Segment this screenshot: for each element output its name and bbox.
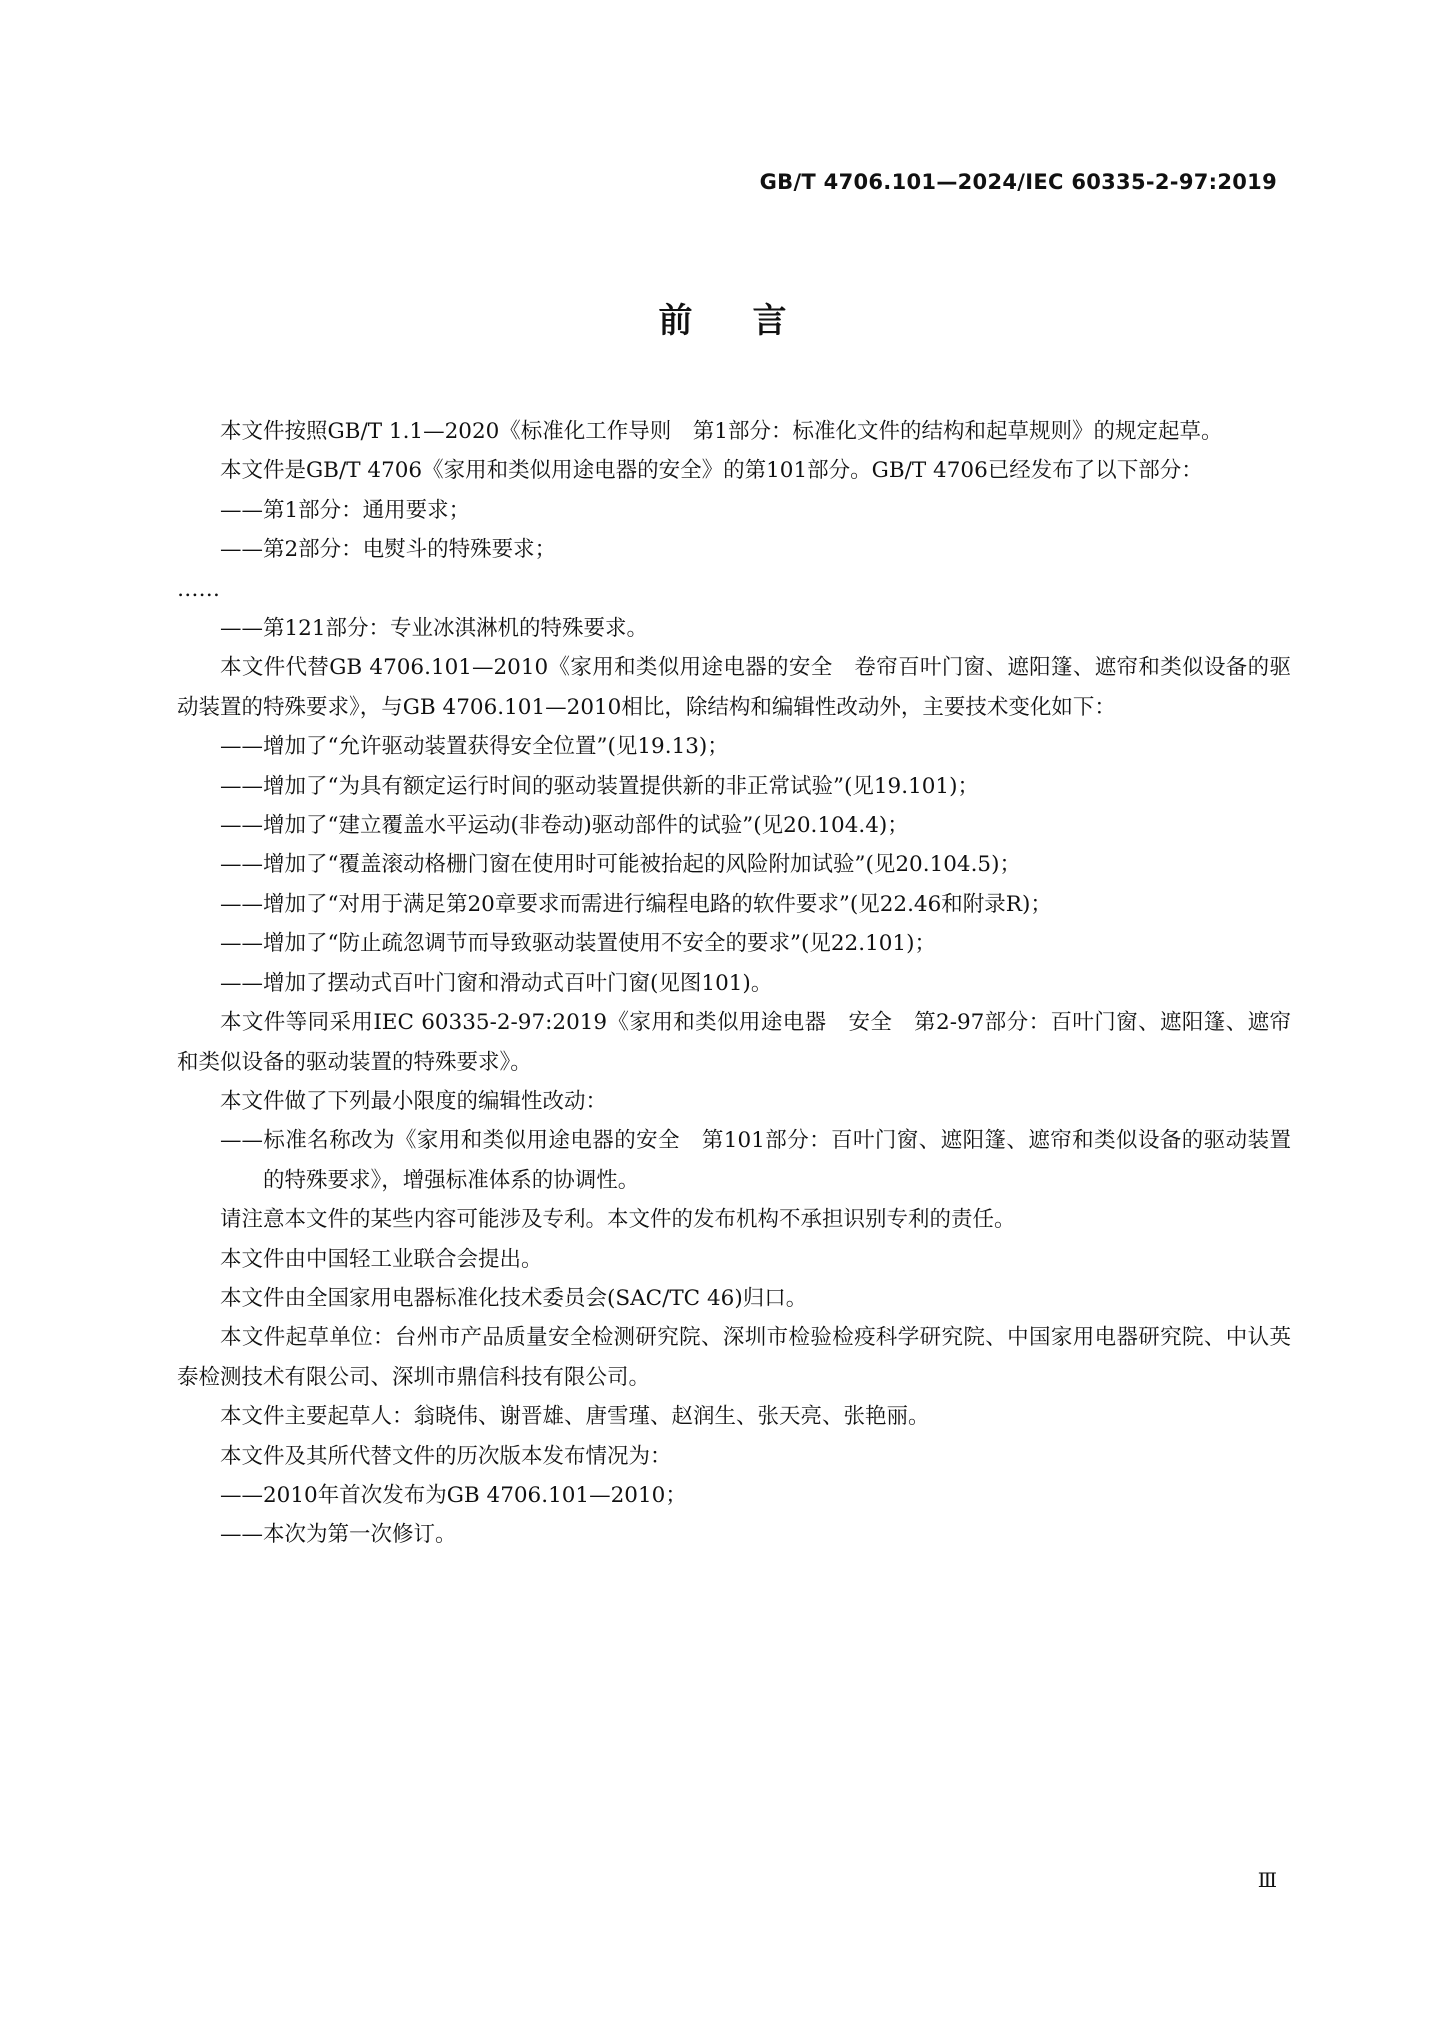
list-item: ——增加了“防止疏忽调节而导致驱动装置使用不安全的要求”(见22.101)；	[220, 931, 936, 957]
list-item: ——增加了摆动式百叶门窗和滑动式百叶门窗(见图101)。	[220, 970, 773, 996]
list-item: ——2010年首次发布为GB 4706.101—2010；	[220, 1482, 687, 1508]
paragraph: 本文件等同采用IEC 60335-2-97:2019《家用和类似用途电器 安全 第2-97部分：百叶门窗、遮阳篷、遮帘和类似设备的驱动装置的特殊要求》。	[177, 1010, 1291, 1075]
list-item: ——第2部分：电熨斗的特殊要求；	[220, 537, 557, 563]
paragraph: 本文件做了下列最小限度的编辑性改动：	[220, 1088, 608, 1114]
paragraph: 本文件起草单位：台州市产品质量安全检测研究院、深圳市检验检疫科学研究院、中国家用电器研究院、中认英泰检测技术有限公司、深圳市鼎信科技有限公司。	[177, 1325, 1291, 1390]
paragraph: 本文件由中国轻工业联合会提出。	[220, 1246, 543, 1272]
list-item: ——标准名称改为《家用和类似用途电器的安全 第101部分：百叶门窗、遮阳篷、遮帘和类似设备的驱动装置的特殊要求》，增强标准体系的协调性。	[220, 1128, 1291, 1193]
paragraph: 本文件主要起草人：翁晓伟、谢晋雄、唐雪瑾、赵润生、张天亮、张艳丽。	[220, 1404, 930, 1430]
paragraph: 本文件及其所代替文件的历次版本发布情况为：	[220, 1443, 672, 1469]
document-body	[177, 412, 1291, 1555]
list-item: ——增加了“允许驱动装置获得安全位置”(见19.13)；	[220, 734, 729, 760]
paragraph: 请注意本文件的某些内容可能涉及专利。本文件的发布机构不承担识别专利的责任。	[220, 1207, 1016, 1233]
list-item: ——第121部分：专业冰淇淋机的特殊要求。	[220, 616, 649, 642]
paragraph: 本文件代替GB 4706.101—2010《家用和类似用途电器的安全 卷帘百叶门窗、遮阳篷、遮帘和类似设备的驱动装置的特殊要求》，与GB 4706.101—2010相比，除结构和编辑性改动外，主要技术变化如下：	[177, 655, 1291, 720]
list-item: ——增加了“建立覆盖水平运动(非卷动)驱动部件的试验”(见20.104.4)；	[220, 813, 909, 839]
ellipsis: ……	[177, 576, 220, 602]
list-item: ——第1部分：通用要求；	[220, 497, 471, 523]
paragraph: 本文件按照GB/T 1.1—2020《标准化工作导则 第1部分：标准化文件的结构和起草规则》的规定起草。	[220, 419, 1223, 444]
page-title: 前言	[658, 301, 847, 341]
list-item: ——增加了“覆盖滚动格栅门窗在使用时可能被抬起的风险附加试验”(见20.104.5)；	[220, 852, 1022, 878]
list-item: ——增加了“对用于满足第20章要求而需进行编程电路的软件要求”(见22.46和附录R)；	[220, 891, 1052, 917]
list-item: ——增加了“为具有额定运行时间的驱动装置提供新的非正常试验”(见19.101)；	[220, 773, 979, 799]
page-number: Ⅲ	[1257, 1868, 1277, 1892]
paragraph: 本文件是GB/T 4706《家用和类似用途电器的安全》的第101部分。GB/T 4706已经发布了以下部分：	[220, 458, 1203, 484]
paragraph: 本文件由全国家用电器标准化技术委员会(SAC/TC 46)归口。	[220, 1285, 808, 1311]
standard-number: GB/T 4706.101—2024/IEC 60335-2-97:2019	[759, 170, 1277, 194]
list-item: ——本次为第一次修订。	[220, 1522, 457, 1548]
